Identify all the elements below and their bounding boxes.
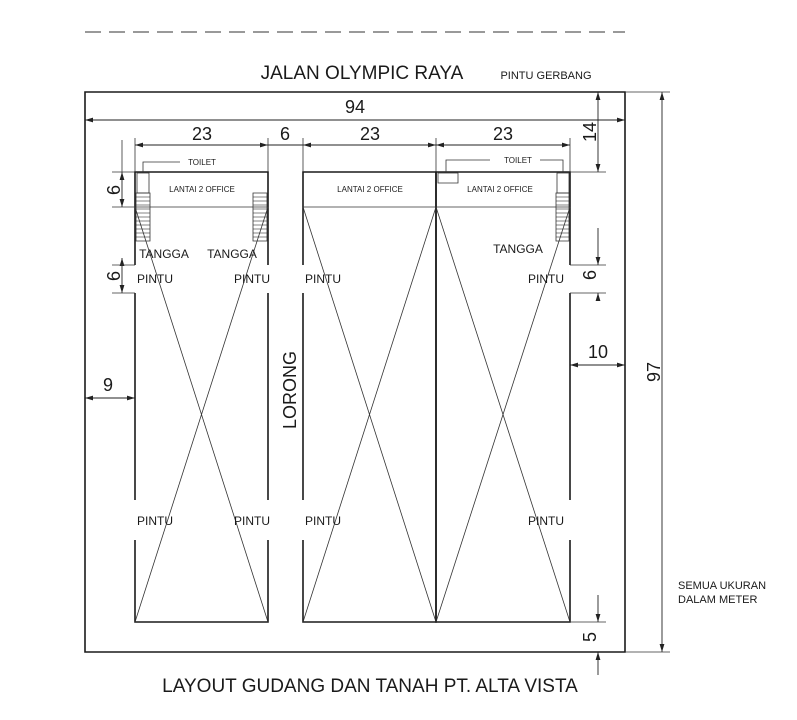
dim-front-setback: 14 [580,121,600,143]
plot-boundary [85,92,625,652]
warehouse-middle [303,172,436,622]
door-label: PINTU [528,272,564,286]
toilet-leader [540,160,563,173]
toilet-box [557,173,569,193]
door-label: PINTU [528,514,564,528]
dim-corridor-width: 6 [279,124,291,144]
gate-label: PINTU GERBANG [500,70,592,82]
dim-left-setback: 9 [102,375,114,395]
door-label: PINTU [305,272,341,286]
office-label-middle: LANTAI 2 OFFICE [337,185,403,194]
door-label: PINTU [234,272,270,286]
door-label: PINTU [137,272,173,286]
corridor-label: LORONG [280,350,300,430]
stairs-label-left: TANGGA [139,247,189,261]
stairs-hatch [253,193,267,241]
dim-door-offset-left: 6 [104,270,124,282]
dim-warehouse-mid-width: 23 [359,124,381,144]
dim-right-setback: 10 [587,342,609,362]
office-label-left: LANTAI 2 OFFICE [169,185,235,194]
dim-total-depth: 97 [644,361,664,383]
toilet-box [438,173,458,183]
dim-total-width: 94 [344,97,366,117]
dim-door-offset-right: 6 [580,269,600,281]
dim-warehouse-left-width: 23 [191,124,213,144]
dim-office-depth: 6 [104,184,124,196]
note-line-2: DALAM METER [678,594,758,606]
door-label: PINTU [234,514,270,528]
toilet-label-left: TOILET [188,158,216,167]
toilet-label-right: TOILET [504,156,532,165]
page-title: LAYOUT GUDANG DAN TANAH PT. ALTA VISTA [162,676,578,697]
toilet-leader [446,160,490,173]
dim-rear-setback: 5 [580,631,600,643]
dim-warehouse-right-width: 23 [492,124,514,144]
stairs-hatch [556,193,569,241]
stairs-label-right: TANGGA [493,242,543,256]
stairs-hatch [136,193,150,241]
toilet-box [137,173,149,193]
warehouse-left [135,172,268,622]
door-label: PINTU [305,514,341,528]
street-name: JALAN OLYMPIC RAYA [260,63,464,84]
note-line-1: SEMUA UKURAN [678,580,767,592]
door-label: PINTU [137,514,173,528]
office-label-right: LANTAI 2 OFFICE [467,185,533,194]
stairs-label-middle: TANGGA [207,247,257,261]
warehouse-right [436,172,570,622]
